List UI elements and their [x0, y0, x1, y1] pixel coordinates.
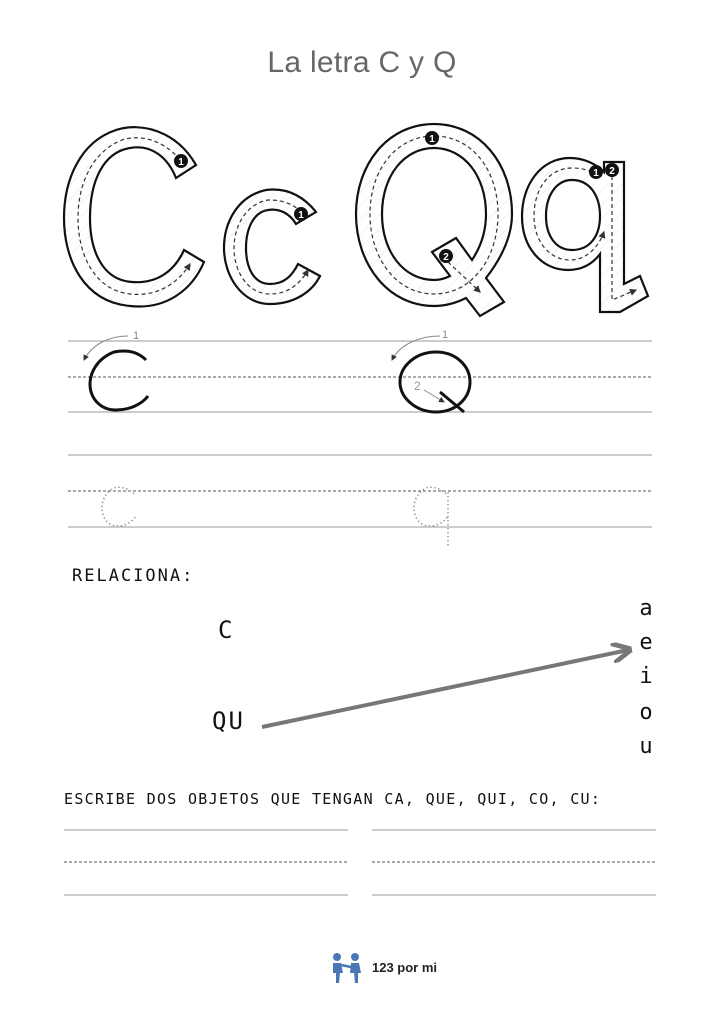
dotted-letter-q	[414, 487, 448, 526]
big-letter-q-upper	[356, 124, 512, 316]
page-title: La letra C y Q	[267, 46, 457, 79]
practice-lines	[0, 325, 724, 550]
stroke-number: 1	[593, 168, 599, 179]
stroke-number: 2	[609, 166, 615, 177]
big-letter-c-upper	[64, 127, 204, 306]
vowel-u[interactable]: u	[639, 734, 653, 759]
stroke-number: 1	[429, 134, 435, 145]
match-item-qu[interactable]: QU	[212, 707, 245, 735]
stroke-number: 1	[442, 329, 449, 341]
match-arrow	[0, 600, 724, 750]
vowel-o[interactable]: o	[639, 700, 653, 725]
big-letter-q-lower	[522, 158, 648, 312]
brand-name: 123 por mi	[372, 960, 438, 975]
stroke-number: 2	[443, 252, 449, 263]
model-letter-q	[400, 352, 470, 412]
big-letter-c-lower	[224, 190, 320, 304]
model-letter-c	[90, 351, 148, 410]
stroke-number: 1	[178, 157, 184, 168]
vowel-i[interactable]: i	[639, 664, 653, 689]
tracing-letters	[0, 110, 724, 325]
writing-lines[interactable]	[0, 820, 724, 910]
stroke-number: 1	[298, 210, 304, 221]
relaciona-heading: RELACIONA:	[72, 566, 195, 586]
match-item-c[interactable]: C	[218, 616, 233, 644]
escribe-heading: ESCRIBE DOS OBJETOS QUE TENGAN CA, QUE, QUI, CO, CU:	[64, 790, 602, 808]
children-playing-icon	[328, 951, 366, 985]
vowel-e[interactable]: e	[639, 630, 653, 655]
stroke-number: 1	[133, 330, 140, 342]
vowel-a[interactable]: a	[639, 596, 653, 621]
dotted-letter-c	[102, 487, 136, 526]
stroke-number: 2	[414, 379, 421, 393]
